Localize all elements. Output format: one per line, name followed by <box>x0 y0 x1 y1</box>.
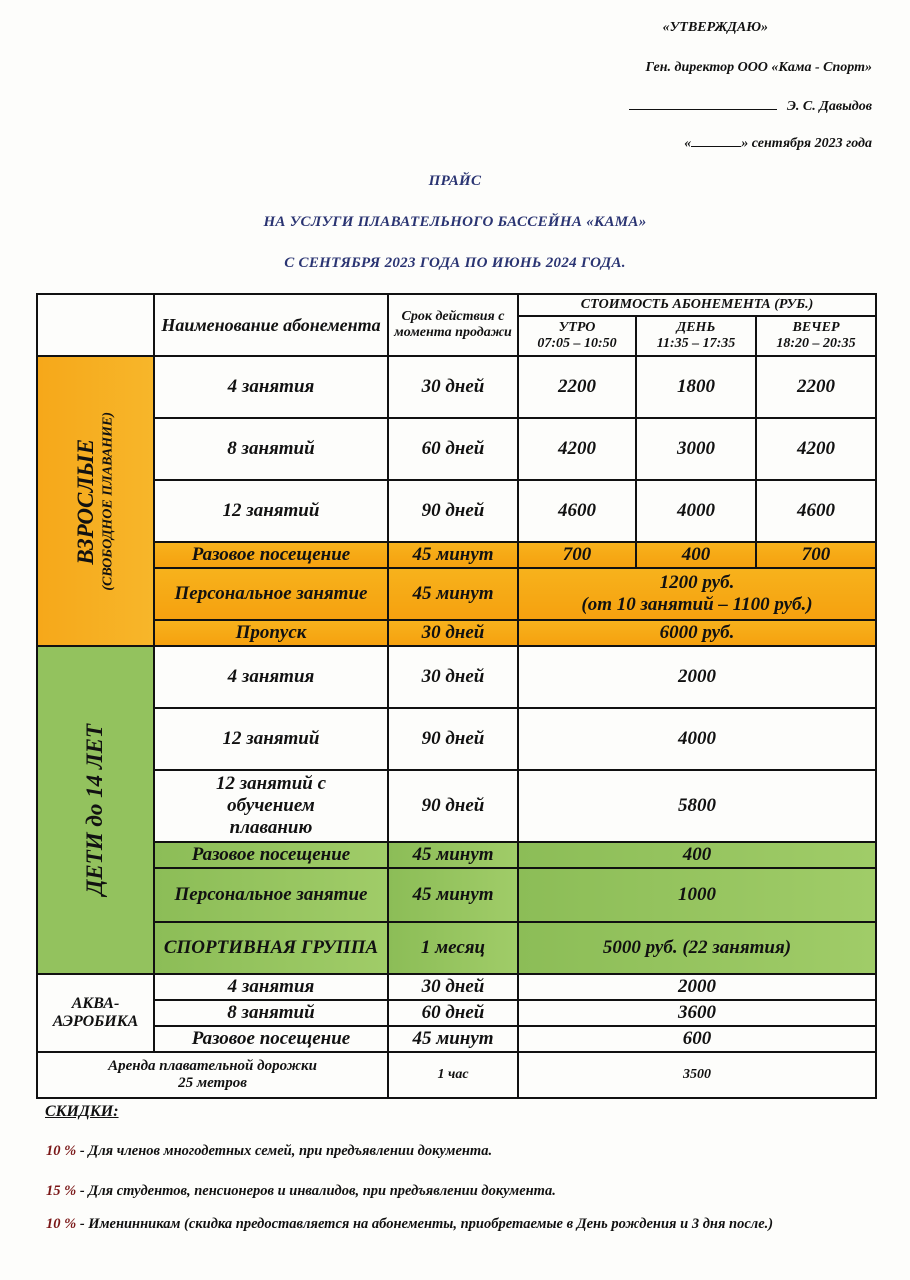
lane-rental-price: 3500 <box>518 1052 876 1098</box>
aqua-row <box>37 1000 876 1026</box>
discount-percent: 10 % <box>46 1143 77 1159</box>
discount-percent: 15 % <box>46 1183 77 1199</box>
kids-price: 1000 <box>518 868 876 922</box>
discount-percent: 10 % <box>46 1216 77 1232</box>
discount-item <box>46 1181 826 1202</box>
doc-title-line1: ПРАЙС <box>428 173 482 189</box>
adults-label: ВЗРОСЛЫЕ <box>73 438 99 564</box>
aqua-row <box>37 974 876 1000</box>
kids-section-label <box>37 646 154 974</box>
header-evening <box>756 316 876 356</box>
discount-text: - Для студентов, пенсионеров и инвалидов, при предъявлении документа. <box>76 1183 556 1199</box>
lane-rental-name: Аренда плавательной дорожки 25 метров <box>37 1052 388 1098</box>
adult-evening-price: 4200 <box>756 418 876 480</box>
kids-term: 45 минут <box>388 842 518 868</box>
morning-label: УТРО <box>558 319 596 335</box>
aqua-price: 2000 <box>518 974 876 1000</box>
adults-vertical-label <box>73 412 118 591</box>
adult-personal-term: 45 минут <box>388 568 518 620</box>
kids-name: Персональное занятие <box>154 868 388 922</box>
adult-term: 30 дней <box>388 356 518 418</box>
adult-day-price: 1800 <box>636 356 756 418</box>
morning-time: 07:05 – 10:50 <box>537 336 617 351</box>
kids-name: 12 занятий <box>154 708 388 770</box>
evening-label: ВЕЧЕР <box>792 319 840 335</box>
adult-personal-row <box>37 568 876 620</box>
discount-text: - Для членов многодетных семей, при предъявлении документа. <box>76 1143 493 1159</box>
discount-item <box>46 1141 826 1162</box>
kids-term: 45 минут <box>388 868 518 922</box>
aqua-price: 600 <box>518 1026 876 1052</box>
header-empty-cell <box>37 294 154 356</box>
header-cost: СТОИМОСТЬ АБОНЕМЕНТА (РУБ.) <box>518 294 876 316</box>
evening-time: 18:20 – 20:35 <box>776 336 856 351</box>
kids-term: 1 месяц <box>388 922 518 974</box>
kids-row <box>37 770 876 842</box>
kids-price: 4000 <box>518 708 876 770</box>
approval-date-open: « <box>684 136 692 151</box>
day-time: 11:35 – 17:35 <box>656 336 736 351</box>
adult-pass-row <box>37 620 876 646</box>
kids-row <box>37 708 876 770</box>
discounts-title: СКИДКИ: <box>45 1103 119 1120</box>
adult-morning-price: 4600 <box>518 480 636 542</box>
kids-price: 400 <box>518 842 876 868</box>
adult-pass-term: 30 дней <box>388 620 518 646</box>
price-table <box>36 293 877 1099</box>
adult-name: 12 занятий <box>154 480 388 542</box>
adult-row <box>37 356 876 418</box>
approval-signature-line <box>629 97 872 115</box>
adult-evening-price: 700 <box>756 542 876 568</box>
approval-date <box>684 134 872 152</box>
adult-term: 90 дней <box>388 480 518 542</box>
doc-title-line2: НА УСЛУГИ ПЛАВАТЕЛЬНОГО БАССЕЙНА «КАМА» <box>263 214 647 230</box>
doc-title-line3: С СЕНТЯБРЯ 2023 ГОДА ПО ИЮНЬ 2024 ГОДА. <box>284 255 626 271</box>
aqua-term: 60 дней <box>388 1000 518 1026</box>
aqua-row <box>37 1026 876 1052</box>
header-morning <box>518 316 636 356</box>
kids-term: 30 дней <box>388 646 518 708</box>
adult-name: Разовое посещение <box>154 542 388 568</box>
kids-term: 90 дней <box>388 708 518 770</box>
kids-price: 2000 <box>518 646 876 708</box>
kids-price: 5800 <box>518 770 876 842</box>
aqua-name: 4 занятия <box>154 974 388 1000</box>
kids-name: СПОРТИВНАЯ ГРУППА <box>154 922 388 974</box>
lane-rental-term: 1 час <box>388 1052 518 1098</box>
approval-date-close: » сентября 2023 года <box>741 136 872 151</box>
aqua-section-label: АКВА-АЭРОБИКА <box>37 974 154 1052</box>
aqua-name: Разовое посещение <box>154 1026 388 1052</box>
aqua-name: 8 занятий <box>154 1000 388 1026</box>
header-day <box>636 316 756 356</box>
date-underline <box>691 134 741 147</box>
kids-name: 4 занятия <box>154 646 388 708</box>
kids-single-visit-row <box>37 842 876 868</box>
adult-pass-name: Пропуск <box>154 620 388 646</box>
header-name: Наименование абонемента <box>154 294 388 356</box>
adults-sublabel: (СВОБОДНОЕ ПЛАВАНИЕ) <box>100 411 116 591</box>
aqua-term: 30 дней <box>388 974 518 1000</box>
discount-item <box>46 1214 826 1235</box>
kids-sport-group-row <box>37 922 876 974</box>
aqua-price: 3600 <box>518 1000 876 1026</box>
adult-day-price: 3000 <box>636 418 756 480</box>
adult-morning-price: 700 <box>518 542 636 568</box>
adult-personal-price-note: (от 10 занятий – 1100 руб.) <box>581 594 813 615</box>
adult-row <box>37 418 876 480</box>
adult-evening-price: 4600 <box>756 480 876 542</box>
approval-title: «УТВЕРЖДАЮ» <box>662 20 768 35</box>
kids-price: 5000 руб. (22 занятия) <box>518 922 876 974</box>
adults-section-label <box>37 356 154 646</box>
adult-day-price: 4000 <box>636 480 756 542</box>
adult-term: 45 минут <box>388 542 518 568</box>
kids-name: Разовое посещение <box>154 842 388 868</box>
header-term: Срок действия с момента продажи <box>388 294 518 356</box>
adult-name: 8 занятий <box>154 418 388 480</box>
adult-name: 4 занятия <box>154 356 388 418</box>
signature-underline <box>629 97 777 110</box>
adult-term: 60 дней <box>388 418 518 480</box>
kids-name: 12 занятий с обучением плаванию <box>154 770 388 842</box>
adult-evening-price: 2200 <box>756 356 876 418</box>
header-row <box>37 294 876 316</box>
adult-row <box>37 480 876 542</box>
discount-text: - Именинникам (скидка предоставляется на абонементы, приобретаемые в День рождения и 3 дня после.) <box>76 1216 774 1232</box>
aqua-term: 45 минут <box>388 1026 518 1052</box>
adult-single-visit-row <box>37 542 876 568</box>
approval-position: Ген. директор ООО «Кама - Спорт» <box>645 60 872 75</box>
adult-pass-price: 6000 руб. <box>518 620 876 646</box>
kids-term: 90 дней <box>388 770 518 842</box>
adult-personal-price-main: 1200 руб. <box>659 572 735 594</box>
kids-label: ДЕТИ до 14 ЛЕТ <box>82 724 108 896</box>
adult-morning-price: 4200 <box>518 418 636 480</box>
adult-day-price: 400 <box>636 542 756 568</box>
kids-row <box>37 646 876 708</box>
kids-personal-row <box>37 868 876 922</box>
adult-morning-price: 2200 <box>518 356 636 418</box>
lane-rental-row <box>37 1052 876 1098</box>
approval-signature: Э. С. Давыдов <box>786 99 872 114</box>
adult-personal-price <box>518 568 876 620</box>
day-label: ДЕНЬ <box>676 319 716 335</box>
adult-personal-name: Персональное занятие <box>154 568 388 620</box>
